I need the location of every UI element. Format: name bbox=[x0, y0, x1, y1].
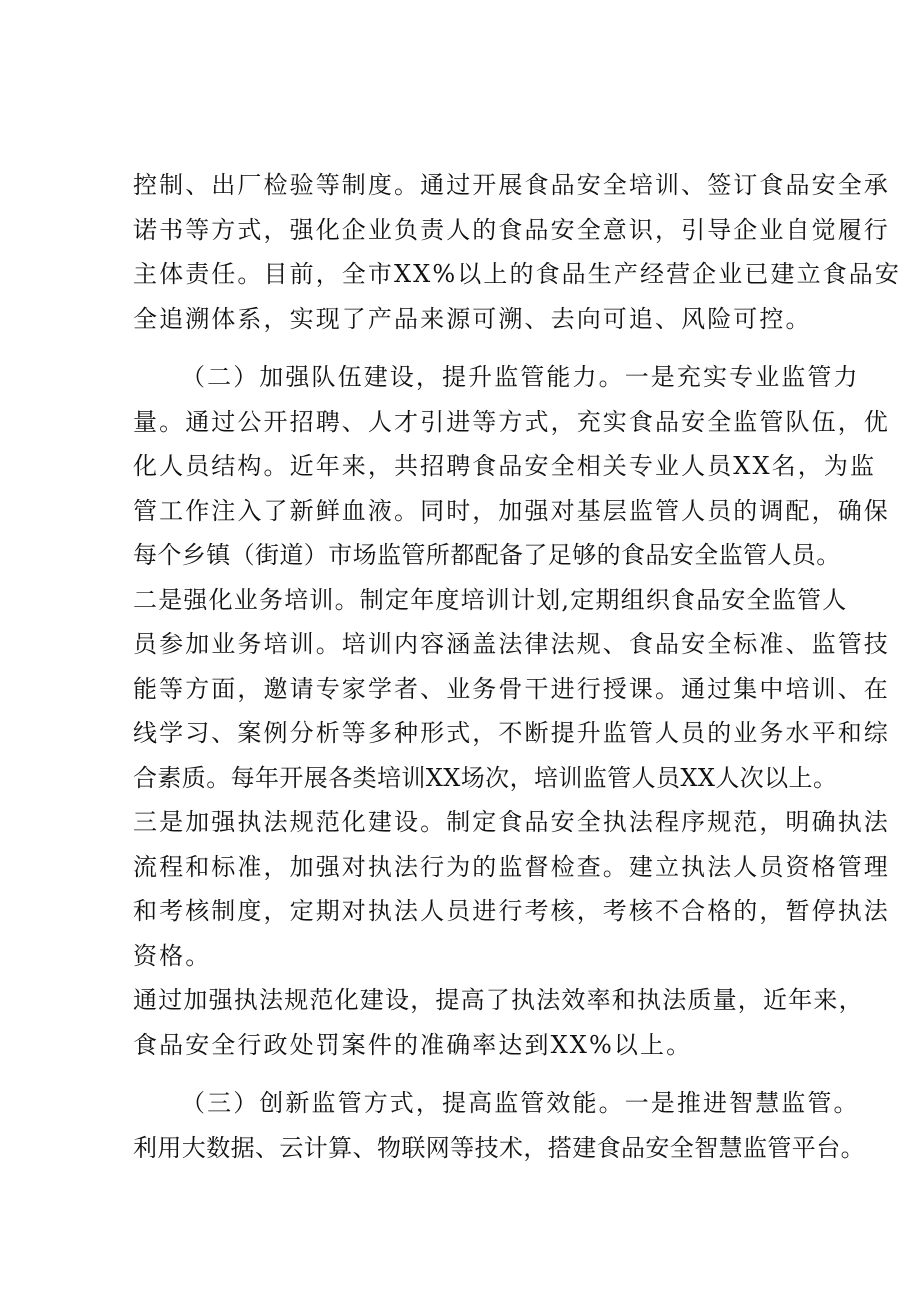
document-body bbox=[133, 163, 901, 1170]
text-line: （三）创新监管方式，提高监管效能。一是推进智慧监管。 bbox=[181, 1089, 860, 1117]
text-line: 化人员结构。近年来，共招聘食品安全相关专业人员XX名，为监 bbox=[133, 452, 877, 480]
text-line: 主体责任。目前，全市XX%以上的食品生产经营企业已建立食品安 bbox=[133, 260, 901, 288]
text-line: 和考核制度，定期对执法人员进行考核，考核不合格的，暂停执法 bbox=[133, 897, 890, 925]
text-line: 资格。 bbox=[133, 941, 212, 970]
text-line: 流程和标准，加强对执法行为的监督检查。建立执法人员资格管理 bbox=[133, 852, 890, 881]
text-line: 合素质。每年开展各类培训XX场次，培训监管人员XX人次以上。 bbox=[133, 763, 838, 792]
text-line: 诺书等方式，强化企业负责人的食品安全意识，引导企业自觉履行 bbox=[133, 215, 890, 244]
text-line: 三是加强执法规范化建设。制定食品安全执法程序规范，明确执法 bbox=[133, 808, 890, 836]
paragraph-1 bbox=[133, 163, 901, 341]
text-line: 能等方面，邀请专家学者、业务骨干进行授课。通过集中培训、在 bbox=[133, 674, 890, 703]
paragraph-4 bbox=[133, 1081, 865, 1170]
text-line: 线学习、案例分析等多种形式，不断提升监管人员的业务水平和综 bbox=[133, 719, 890, 747]
text-line: 全追溯体系，实现了产品来源可溯、去向可追、风险可控。 bbox=[133, 304, 812, 333]
text-line: 员参加业务培训。培训内容涵盖法律法规、食品安全标准、监管技 bbox=[133, 630, 890, 658]
text-line: 量。通过公开招聘、人才引进等方式，充实食品安全监管队伍，优 bbox=[133, 407, 890, 436]
text-line: 控制、出厂检验等制度。通过开展食品安全培训、签订食品安全承 bbox=[133, 171, 890, 199]
text-line: 利用大数据、云计算、物联网等技术，搭建食品安全智慧监管平台。 bbox=[133, 1133, 865, 1162]
paragraph-3 bbox=[133, 978, 864, 1067]
text-line: 二是强化业务培训。制定年度培训计划,定期组织食品安全监管人 bbox=[133, 585, 848, 614]
text-line: 食品安全行政处罚案件的准确率达到XX%以上。 bbox=[133, 1030, 693, 1059]
text-line: （二）加强队伍建设，提升监管能力。一是充实专业监管力 bbox=[181, 363, 860, 391]
paragraph-2 bbox=[133, 355, 890, 978]
text-line: 每个乡镇（街道）市场监管所都配备了足够的食品安全监管人员。 bbox=[133, 541, 841, 569]
text-line: 管工作注入了新鲜血液。同时，加强对基层监管人员的调配，确保 bbox=[133, 496, 890, 525]
text-line: 通过加强执法规范化建设，提高了执法效率和执法质量，近年来， bbox=[133, 986, 864, 1014]
